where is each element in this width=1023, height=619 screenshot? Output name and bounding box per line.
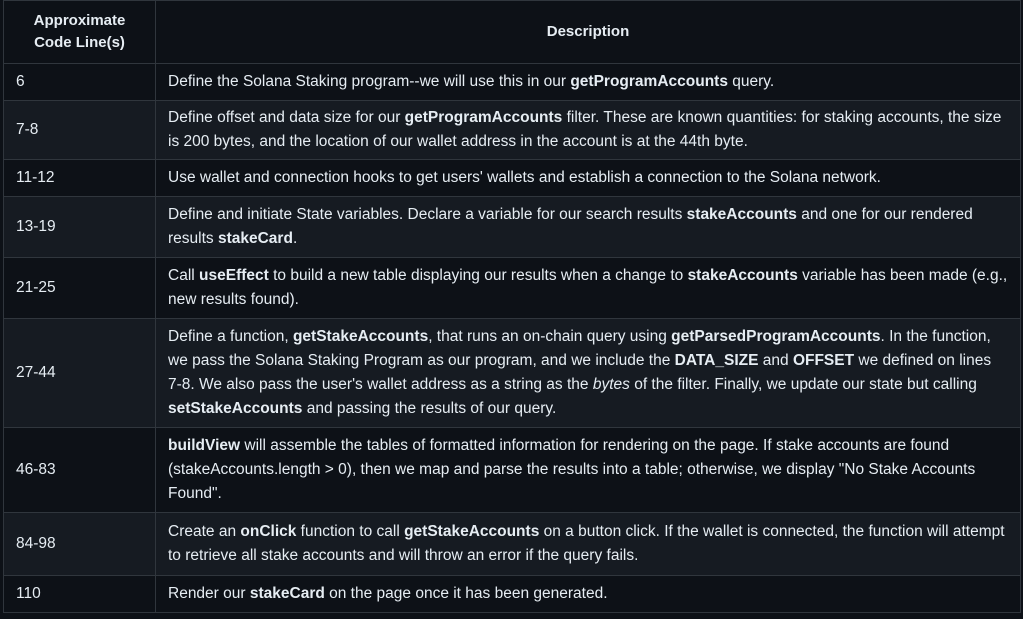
description-cell bbox=[156, 428, 1021, 513]
description-text: on a button click. If the wallet is connected, the function will attempt to retrieve all stake accounts and will throw an error if the query fails. bbox=[168, 523, 1005, 564]
code-lines-cell: 6 bbox=[4, 64, 156, 101]
code-term: stakeCard bbox=[249, 585, 325, 602]
description-text: we defined on lines 7-8. We also pass the user's wallet address as a string as the bbox=[168, 352, 992, 393]
description-text: Render our bbox=[168, 585, 250, 602]
description-cell bbox=[156, 64, 1021, 101]
code-lines-cell: 13-19 bbox=[4, 197, 156, 258]
table-row bbox=[4, 513, 1021, 576]
table-row bbox=[4, 101, 1021, 160]
table-header-row bbox=[4, 1, 1021, 64]
code-term: stakeCard bbox=[217, 230, 293, 247]
header-code-lines: Approximate Code Line(s) bbox=[4, 1, 156, 64]
table-body bbox=[4, 64, 1021, 613]
description-cell bbox=[156, 258, 1021, 319]
code-lines-cell: 84-98 bbox=[4, 513, 156, 576]
code-lines-cell: 46-83 bbox=[4, 428, 156, 513]
description-cell bbox=[156, 197, 1021, 258]
code-term: OFFSET bbox=[792, 352, 855, 369]
description-cell bbox=[156, 319, 1021, 428]
code-term: buildView bbox=[168, 437, 241, 454]
code-lines-cell: 110 bbox=[4, 576, 156, 613]
description-text: Define and initiate State variables. Declare a variable for our search results bbox=[168, 206, 687, 223]
code-term: getProgramAccounts bbox=[404, 109, 563, 126]
code-term: getParsedProgramAccounts bbox=[671, 328, 881, 345]
code-term: getProgramAccounts bbox=[570, 73, 728, 90]
description-text: and bbox=[758, 352, 793, 369]
table-row bbox=[4, 258, 1021, 319]
code-term: stakeAccounts bbox=[687, 267, 798, 284]
emphasis-text: bytes bbox=[592, 376, 630, 393]
table-row bbox=[4, 428, 1021, 513]
description-text: Use wallet and connection hooks to get users' wallets and establish a connection to the Solana network. bbox=[168, 169, 881, 186]
table-row bbox=[4, 160, 1021, 197]
code-lines-table bbox=[3, 0, 1021, 613]
description-text: and passing the results of our query. bbox=[302, 400, 557, 417]
description-cell bbox=[156, 101, 1021, 160]
table-row bbox=[4, 64, 1021, 101]
code-term: useEffect bbox=[199, 267, 269, 284]
code-term: getStakeAccounts bbox=[292, 328, 429, 345]
description-text: Define the Solana Staking program--we will use this in our bbox=[168, 73, 571, 90]
description-text: Define a function, bbox=[168, 328, 293, 345]
description-text: Define offset and data size for our bbox=[168, 109, 405, 126]
description-text: . In the function, we pass the Solana Staking Program as our program, and we include the bbox=[168, 328, 991, 369]
code-term: setStakeAccounts bbox=[168, 400, 303, 417]
code-lines-cell: 27-44 bbox=[4, 319, 156, 428]
header-description: Description bbox=[156, 1, 1021, 64]
code-term: stakeAccounts bbox=[686, 206, 797, 223]
description-cell bbox=[156, 160, 1021, 197]
description-text: . bbox=[292, 230, 298, 247]
table-row bbox=[4, 319, 1021, 428]
description-cell bbox=[156, 576, 1021, 613]
code-term: getStakeAccounts bbox=[404, 523, 540, 540]
description-cell bbox=[156, 513, 1021, 576]
description-text: of the filter. Finally, we update our state but calling bbox=[629, 376, 977, 393]
description-text: filter. These are known quantities: for staking accounts, the size is 200 bytes, and the location of our wallet address in the account is at the 44th byte. bbox=[168, 109, 1002, 150]
code-term: onClick bbox=[240, 523, 297, 540]
code-lines-cell: 21-25 bbox=[4, 258, 156, 319]
description-text: , that runs an on-chain query using bbox=[428, 328, 672, 345]
description-text: function to call bbox=[296, 523, 405, 540]
description-text: to build a new table displaying our results when a change to bbox=[268, 267, 688, 284]
description-text: Create an bbox=[168, 523, 241, 540]
table-row bbox=[4, 197, 1021, 258]
description-text: Call bbox=[168, 267, 200, 284]
description-text: and one for our rendered results bbox=[168, 206, 973, 247]
description-text: variable has been made (e.g., new results found). bbox=[168, 267, 1008, 308]
code-term: DATA_SIZE bbox=[674, 352, 759, 369]
code-lines-cell: 11-12 bbox=[4, 160, 156, 197]
description-text: will assemble the tables of formatted information for rendering on the page. If stake accounts are found (stakeAccounts.length > 0), then we map and parse the results into a table; otherwise, we display "No Stake Accounts Found". bbox=[168, 437, 976, 502]
description-text: on the page once it has been generated. bbox=[324, 585, 608, 602]
description-text: query. bbox=[727, 73, 775, 90]
code-lines-cell: 7-8 bbox=[4, 101, 156, 160]
table-row bbox=[4, 576, 1021, 613]
